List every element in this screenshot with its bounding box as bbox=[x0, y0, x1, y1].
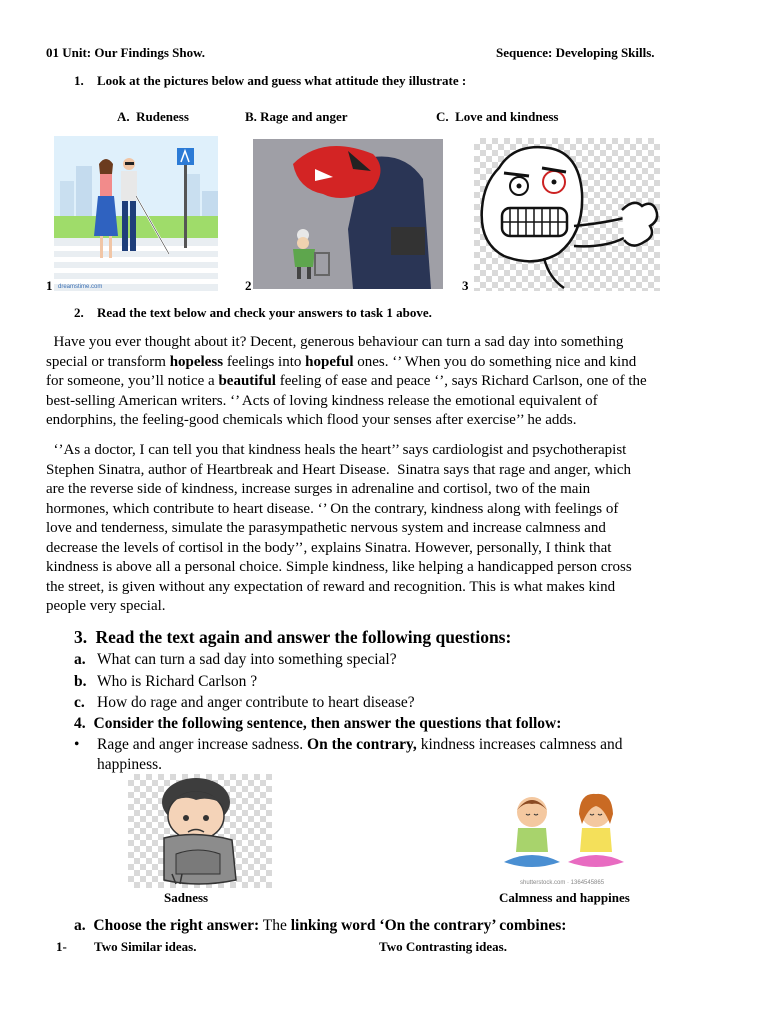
passage-line bbox=[46, 441, 736, 461]
picture-rude-face bbox=[474, 138, 660, 291]
question-b: Who is Richard Carlson ? bbox=[97, 673, 258, 690]
passage-paragraph-2 bbox=[46, 441, 736, 617]
passage-text: people very special. bbox=[46, 598, 166, 614]
task4-number: 4. bbox=[74, 715, 86, 732]
sequence-title: Sequence: Developing Skills. bbox=[496, 45, 655, 60]
passage-text: feeling of ease and peace ‘’, says Richard Carlson, one of the bbox=[275, 373, 647, 389]
passage-text: for someone, you’ll notice a bbox=[46, 373, 219, 389]
task4a-heading bbox=[74, 917, 566, 935]
passage-line bbox=[46, 372, 736, 392]
question-b-mark: b. bbox=[74, 673, 87, 690]
passage-line bbox=[46, 480, 736, 500]
bullet: • bbox=[74, 736, 80, 753]
passage-line bbox=[46, 578, 736, 598]
option-a-letter: A. bbox=[117, 109, 130, 124]
passage-line bbox=[46, 500, 736, 520]
passage-line bbox=[46, 519, 736, 539]
task2-number: 2. bbox=[74, 305, 84, 320]
picture-watermark: dreamstime.com bbox=[58, 284, 103, 290]
passage-text: kindness is above all a personal choice. Simple kindness, like helping a handicapped person cross bbox=[46, 559, 632, 575]
passage-text: ones. ‘’ When you do something nice and kind bbox=[353, 353, 637, 370]
task4a-lead: Choose the right answer: bbox=[93, 917, 260, 934]
street-crossing-illustration bbox=[54, 136, 218, 291]
passage-emphasis: beautiful bbox=[218, 373, 276, 389]
task4-heading bbox=[74, 715, 561, 733]
option-a-label: Rudeness bbox=[136, 109, 189, 124]
passage-text: Have you ever thought about it? Decent, generous behaviour can turn a sad day into something bbox=[46, 334, 624, 350]
picture-number-1: 1 bbox=[46, 278, 53, 293]
passage-line bbox=[46, 392, 736, 412]
passage-line bbox=[46, 411, 736, 431]
passage-text: Stephen Sinatra, author of Heartbreak and Heart Disease. Sinatra says that rage and anger, which bbox=[46, 461, 632, 478]
caption-calmness: Calmness and happines bbox=[499, 890, 630, 905]
sentence-part-2: kindness increases calmness and bbox=[416, 736, 623, 753]
calmness-watermark: shutterstock.com · 1364545865 bbox=[520, 880, 605, 886]
passage-line bbox=[46, 333, 736, 353]
passage-paragraph-1 bbox=[46, 333, 736, 431]
picture-number-2: 2 bbox=[245, 278, 252, 293]
picture-rage-and-anger bbox=[253, 139, 443, 289]
question-c: How do rage and anger contribute to heart disease? bbox=[97, 694, 415, 711]
option-b-label: Rage and anger bbox=[260, 109, 348, 124]
angry-man-illustration bbox=[253, 139, 443, 289]
passage-line bbox=[46, 539, 736, 559]
picture-blind-man-crossing bbox=[54, 136, 218, 291]
option-c bbox=[436, 109, 558, 125]
task1-number: 1. bbox=[74, 73, 84, 88]
question-a: What can turn a sad day into something special? bbox=[97, 651, 397, 668]
passage-emphasis: hopeful bbox=[305, 353, 354, 370]
option-b bbox=[245, 109, 348, 125]
picture-sadness bbox=[128, 774, 272, 888]
sentence-linking-word: On the contrary, bbox=[307, 736, 417, 753]
passage-text: hormones, which contribute to heart disease. ‘’ On the contrary, kindness along with feelings of bbox=[46, 500, 619, 517]
option-b-letter: B. bbox=[245, 109, 257, 124]
rage-face-illustration bbox=[474, 138, 660, 291]
picture-calmness bbox=[500, 788, 630, 876]
task4-sentence bbox=[97, 736, 737, 754]
passage-line bbox=[46, 461, 736, 481]
task3-heading bbox=[74, 627, 511, 648]
task4a-mid: The bbox=[259, 917, 291, 934]
option-a bbox=[117, 109, 189, 125]
passage-text: feelings into bbox=[223, 353, 306, 370]
sentence-part-1: Rage and anger increase sadness. bbox=[97, 736, 308, 753]
passage-line bbox=[46, 597, 736, 617]
passage-text: decrease the levels of cortisol in the body’’, explains Sinatra. However, personally, I think that bbox=[46, 539, 612, 556]
task2-instruction: Read the text below and check your answers to task 1 above. bbox=[97, 305, 432, 320]
choice-similar-ideas[interactable]: Two Similar ideas. bbox=[94, 939, 197, 954]
picture-number-3: 3 bbox=[462, 278, 469, 293]
task4a-mark: a. bbox=[74, 917, 86, 934]
passage-emphasis: hopeless bbox=[169, 353, 224, 370]
meditating-kids-illustration bbox=[500, 788, 630, 876]
passage-text: are the reverse side of kindness, increase surges in adrenaline and cortisol, two of the main bbox=[46, 481, 591, 497]
task3-instruction: Read the text again and answer the following questions: bbox=[95, 627, 512, 647]
caption-sadness: Sadness bbox=[164, 890, 209, 905]
question-c-mark: c. bbox=[74, 694, 85, 711]
passage-line bbox=[46, 353, 736, 373]
task4-sentence-line2: happiness. bbox=[97, 756, 163, 773]
option-c-label: Love and kindness bbox=[455, 109, 559, 124]
choice-contrasting-ideas[interactable]: Two Contrasting ideas. bbox=[379, 939, 507, 954]
question-a-mark: a. bbox=[74, 651, 86, 668]
option-c-letter: C. bbox=[436, 109, 449, 124]
unit-title: 01 Unit: Our Findings Show. bbox=[46, 45, 206, 60]
passage-line bbox=[46, 558, 736, 578]
task3-number: 3. bbox=[74, 627, 88, 647]
task4-instruction: Consider the following sentence, then answer the questions that follow: bbox=[93, 715, 562, 732]
passage-text: the street, is given without any expectation of reward and recognition. This is what makes kind bbox=[46, 578, 616, 595]
passage-text: endorphins, the feeling-good chemicals which flood your senses after exercise’’ he adds. bbox=[46, 412, 577, 428]
task4a-prompt: linking word ‘On the contrary’ combines: bbox=[290, 917, 567, 934]
choice-number: 1- bbox=[56, 939, 67, 954]
sad-boy-illustration bbox=[128, 774, 272, 888]
task1-instruction: Look at the pictures below and guess what attitude they illustrate : bbox=[97, 73, 467, 88]
passage-text: love and tenderness, simulate the parasympathetic nervous system and increase calmness and bbox=[46, 520, 606, 536]
passage-text: ‘’As a doctor, I can tell you that kindness heals the heart’’ says cardiologist and psychotherapist bbox=[46, 442, 627, 458]
passage-text: best-selling American writers. ‘’ Acts of loving kindness release the emotional equivalent of bbox=[46, 392, 598, 409]
passage-text: special or transform bbox=[46, 353, 170, 370]
